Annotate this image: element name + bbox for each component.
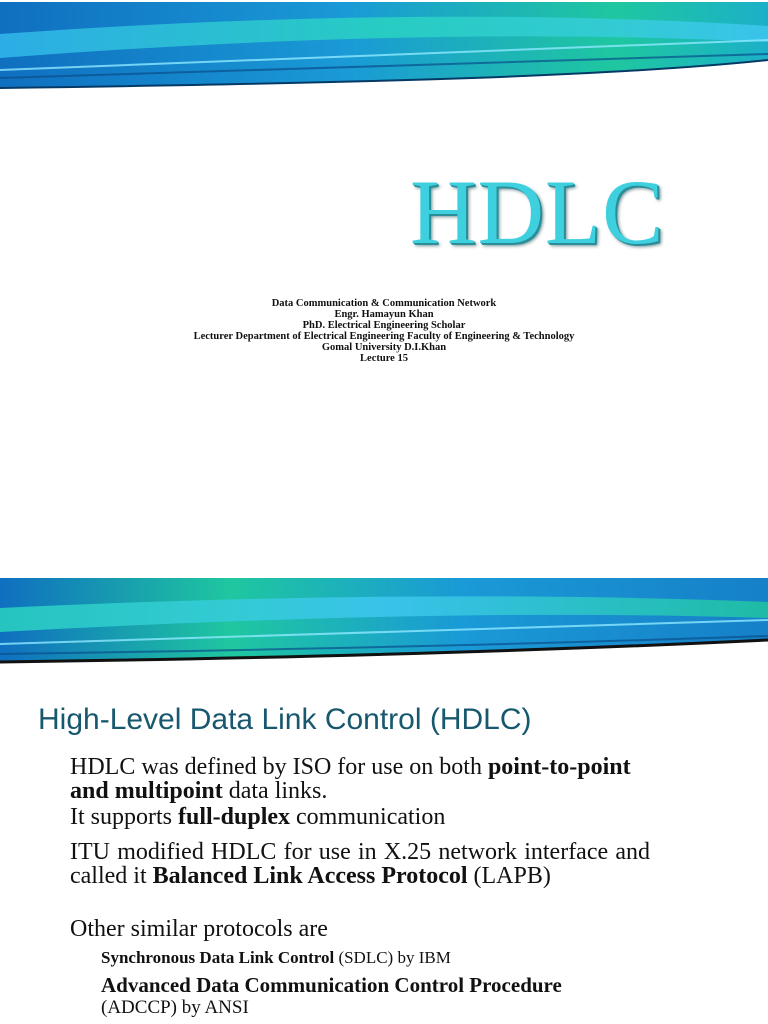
sub-bullet-sdlc xyxy=(101,948,451,968)
sdlc-vendor: (SDLC) by IBM xyxy=(334,948,451,967)
author-name: Engr. Hamayun Khan xyxy=(334,309,434,320)
bullet-lapb xyxy=(70,840,650,888)
subtitle-block xyxy=(0,298,768,364)
adccp-vendor: (ADCCP) by ANSI xyxy=(101,997,249,1018)
sdlc-name: Synchronous Data Link Control xyxy=(101,948,335,967)
bullet1-end: data links. xyxy=(222,778,328,804)
author-position: Lecturer Department of Electrical Engineering Faculty of Engineering & Technology xyxy=(193,331,575,342)
bullet2-end: communication xyxy=(290,804,446,830)
bullet2-bold: full-duplex xyxy=(178,804,291,830)
university-name: Gomal University D.I.Khan xyxy=(321,342,447,353)
bullet-full-duplex xyxy=(70,805,650,829)
bullet1-bold: point-to-point and multipoint xyxy=(70,754,631,804)
bullet3-bold: Balanced Link Access Protocol xyxy=(152,863,468,889)
course-name: Data Communication & Communication Network xyxy=(271,298,497,309)
slide-title: HDLC xyxy=(410,161,665,263)
author-degree: PhD. Electrical Engineering Scholar xyxy=(302,320,466,331)
bullet-point-to-point xyxy=(70,755,650,803)
content-heading: High-Level Data Link Control (HDLC) xyxy=(38,703,532,736)
bullet-other-protocols: Other similar protocols are xyxy=(70,916,328,942)
bullet1-text: HDLC was defined by ISO for use on both xyxy=(70,754,488,780)
bullet2-text: It supports xyxy=(70,804,178,830)
sub-bullet-adccp xyxy=(101,975,721,1018)
bullet3-text: ITU modified HDLC for use in X.25 network interface and called it xyxy=(70,839,650,889)
top-wave-banner xyxy=(0,0,768,92)
bullet3-end: (LAPB) xyxy=(467,863,551,889)
adccp-name: Advanced Data Communication Control Procedure xyxy=(101,973,562,997)
content-wave-banner xyxy=(0,578,768,664)
lecture-number: Lecture 15 xyxy=(360,353,408,364)
